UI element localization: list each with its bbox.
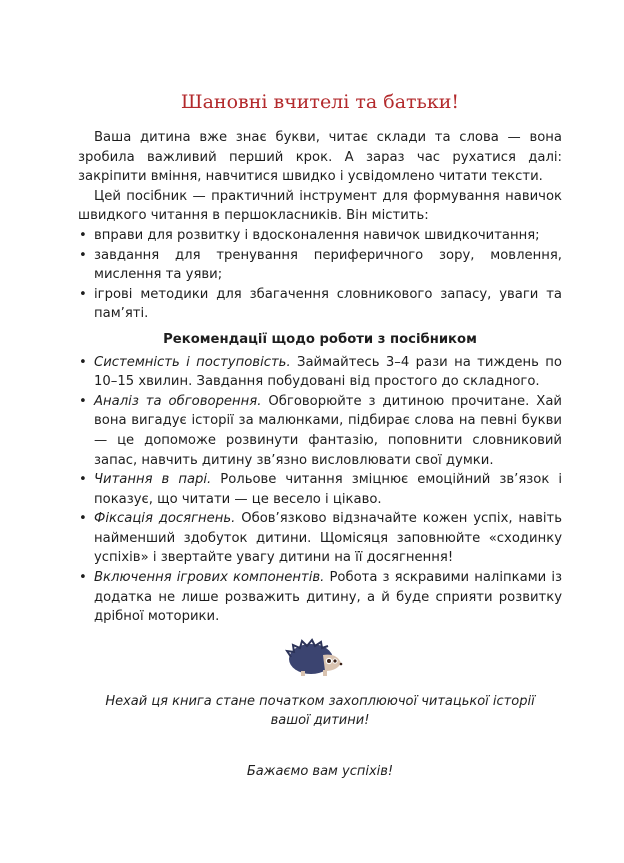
- recommendations-heading: Рекомендації щодо роботи з посібником: [163, 331, 477, 347]
- intro-paragraph: Цей посібник — практичний інструмент для формування навичок швидкого читання в першокласників. Він містить:: [78, 188, 562, 224]
- closing-wish: Бажаємо вам успіхів!: [246, 764, 394, 779]
- text: Займайтесь 3–4 рази на тиждень по 10–15 хвилин. Завдання побудовані від простого до складного.: [94, 354, 562, 390]
- term: Системність і поступовість.: [94, 354, 291, 370]
- list-item: • завдання для тренування периферичного зору, мовлення, мислення та уяви;: [78, 246, 562, 285]
- list-item: [78, 568, 562, 627]
- text: Робота з яскравими наліпками із додатка не лише розважить дитину, а й буде сприяти розвитку дрібної моторики.: [94, 570, 562, 625]
- text: Обговорюйте з дитиною прочитане. Хай вона вигадує історії за малюнками, підбирає слова на певні букви — це допоможе розвинути фантазію, поповнити словниковий запас, навчить дитину зв’язно висловлювати свої думки.: [94, 393, 562, 468]
- recommendations-list: [78, 353, 562, 627]
- contents-list: [78, 226, 562, 324]
- text: Рольове читання зміцнює емоційний зв’язок і показує, що читати — це весело і цікаво.: [94, 472, 562, 507]
- term: Читання в парі.: [94, 472, 212, 488]
- closing-line: Нехай ця книга стане початком захоплюючої читацької історії: [105, 694, 535, 709]
- list-item: • вправи для розвитку і вдосконалення навичок швидкочитання;: [78, 226, 562, 246]
- list-item: [78, 353, 562, 392]
- text: Обов’язково відзначайте кожен успіх, навіть найменший здобуток дитини. Щомісяця заповнюйте «сходинку успіхів» і звертайте увагу дитини на її досягнення!: [94, 511, 563, 566]
- list-item: • ігрові методики для збагачення словникового запасу, уваги та пам’яті.: [78, 285, 562, 324]
- term: Включення ігрових компонентів.: [94, 570, 325, 586]
- closing-line: вашої дитини!: [270, 713, 370, 728]
- list-item: [78, 470, 562, 509]
- hedgehog-illustration: [285, 637, 345, 679]
- closing-message: [78, 692, 562, 730]
- list-item: [78, 392, 562, 470]
- list-item: [78, 509, 562, 568]
- page-title: Шановні вчителі та батьки!: [180, 91, 460, 113]
- term: Фіксація досягнень.: [94, 511, 236, 527]
- intro-paragraph: Ваша дитина вже знає букви, читає склади та слова — вона зробила важливий перший крок. А зараз час рухатися далі: закріпити вміння, навчитися швидко і усвідомлено читати тексти.: [78, 130, 562, 185]
- term: Аналіз та обговорення.: [94, 393, 262, 409]
- body-text: [78, 128, 562, 627]
